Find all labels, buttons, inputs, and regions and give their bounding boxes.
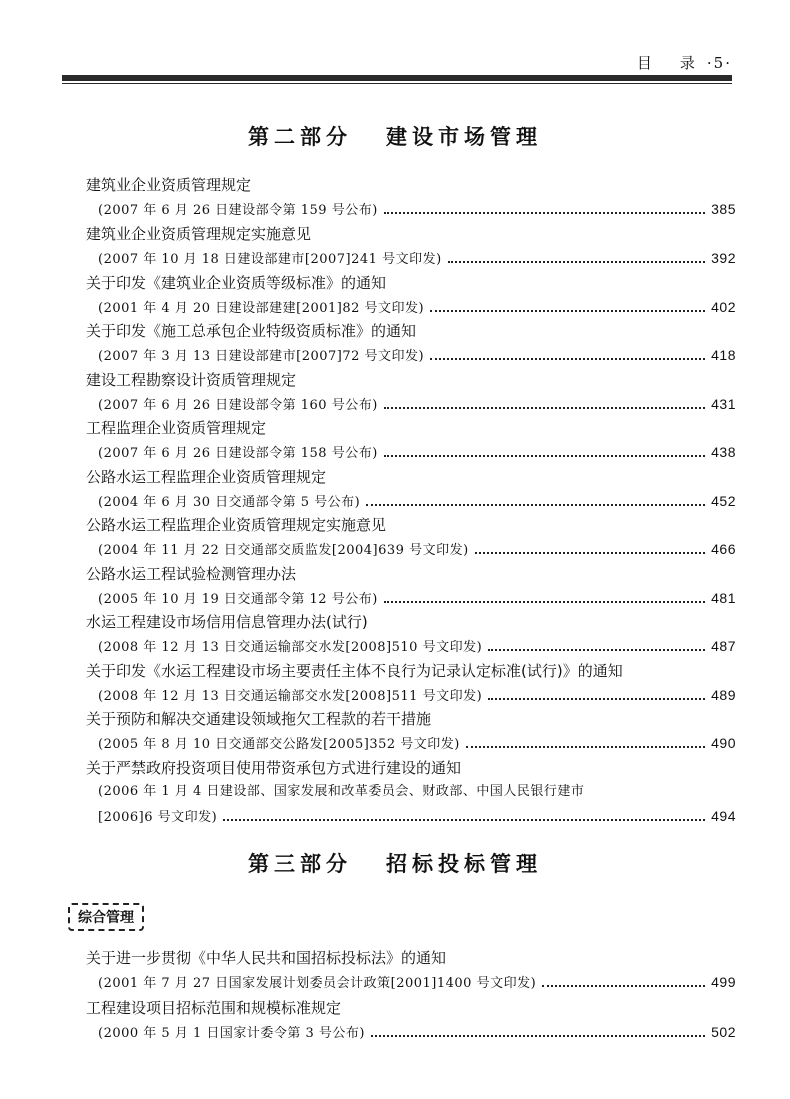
header-section: 目: [636, 54, 654, 72]
entry-source: (2005 年 8 月 10 日交通部交公路发[2005]352 号文印发): [98, 737, 460, 752]
entry-source-line: [98, 491, 736, 513]
entry-title: 建筑业企业资质管理规定实施意见: [86, 225, 312, 243]
entry-title: 公路水运工程试验检测管理办法: [86, 565, 297, 583]
entry-source: (2007 年 10 月 18 日建设部建市[2007]241 号文印发): [98, 252, 442, 267]
entry-source-line: [98, 733, 736, 755]
leader-dots: [384, 405, 705, 409]
header-rule-thin: [62, 83, 732, 84]
entry-source-line: [98, 442, 736, 464]
entry-source: (2004 年 11 月 22 日交通部交质监发[2004]639 号文印发): [98, 543, 469, 558]
part-2-number: 第二部分: [248, 125, 352, 149]
entry-source-line: [98, 248, 736, 270]
entry-page: 402: [711, 299, 736, 315]
part-3-number: 第三部分: [248, 852, 352, 876]
page-header: [62, 52, 732, 70]
entry-source: (2007 年 3 月 13 日建设部建市[2007]72 号文印发): [98, 349, 425, 364]
entry-source: (2006 年 1 月 4 日建设部、国家发展和改革委员会、财政部、中国人民银行建市: [98, 784, 585, 799]
entry-source-cont: [2006]6 号文印发): [98, 810, 218, 825]
leader-dots: [448, 259, 705, 263]
entry-title: 关于严禁政府投资项目使用带资承包方式进行建设的通知: [86, 759, 462, 777]
entry-page: 481: [711, 590, 736, 606]
entry-title: 水运工程建设市场信用信息管理办法(试行): [86, 613, 368, 631]
entry-page: 452: [711, 493, 736, 509]
entry-title: 建设工程勘察设计资质管理规定: [86, 371, 297, 389]
entry-source: (2001 年 4 月 20 日建设部建建[2001]82 号文印发): [98, 301, 425, 316]
entry-source: (2000 年 5 月 1 日国家计委令第 3 号公布): [98, 1026, 365, 1041]
entry-page: 466: [711, 541, 736, 557]
entry-source-line: [98, 636, 736, 658]
entry-title: 关于印发《建筑业企业资质等级标准》的通知: [86, 274, 387, 292]
leader-dots: [366, 502, 705, 506]
entry-source-line: [98, 806, 736, 828]
entry-source: (2007 年 6 月 26 日建设部令第 159 号公布): [98, 203, 378, 218]
leader-dots: [542, 983, 705, 987]
entry-source: (2005 年 10 月 19 日交通部令第 12 号公布): [98, 592, 378, 607]
entry-title: 公路水运工程监理企业资质管理规定: [86, 468, 327, 486]
entry-source-line: [98, 199, 736, 221]
entry-title: 工程监理企业资质管理规定: [86, 419, 267, 437]
entry-page: 385: [711, 201, 736, 217]
header-section-2: 录: [679, 54, 697, 72]
entry-page: 392: [711, 250, 736, 266]
leader-dots: [430, 308, 705, 312]
entry-source: (2007 年 6 月 26 日建设部令第 160 号公布): [98, 398, 378, 413]
entry-page: 502: [711, 1024, 736, 1040]
entry-source-line: [98, 1022, 736, 1044]
leader-dots: [384, 599, 705, 603]
entry-page: 431: [711, 396, 736, 412]
entry-title: 关于进一步贯彻《中华人民共和国招标投标法》的通知: [86, 949, 447, 967]
entry-page: 418: [711, 347, 736, 363]
leader-dots: [488, 696, 705, 700]
leader-dots: [475, 550, 705, 554]
entry-source-line: [98, 345, 736, 367]
entry-source: (2001 年 7 月 27 日国家发展计划委员会计政策[2001]1400 号文印发): [98, 976, 537, 991]
entry-page: 494: [711, 808, 736, 824]
leader-dots: [430, 356, 705, 360]
section-label-box: 综合管理: [68, 903, 144, 931]
part-3-title: 招标投标管理: [386, 852, 542, 876]
entry-source: (2008 年 12 月 13 日交通运输部交水发[2008]511 号文印发): [98, 689, 483, 704]
leader-dots: [384, 210, 705, 214]
leader-dots: [488, 647, 705, 651]
entry-page: 490: [711, 735, 736, 751]
entry-title: 公路水运工程监理企业资质管理规定实施意见: [86, 516, 387, 534]
entry-source-line: [98, 539, 736, 561]
entry-title: 关于预防和解决交通建设领域拖欠工程款的若干措施: [86, 710, 432, 728]
entry-source-line: [98, 297, 736, 319]
entry-page: 489: [711, 687, 736, 703]
part-2-title: 建设市场管理: [386, 125, 542, 149]
entry-source-line: [98, 685, 736, 707]
part-2-heading: [0, 121, 790, 151]
leader-dots: [466, 744, 705, 748]
entry-page: 487: [711, 638, 736, 654]
entry-source: (2004 年 6 月 30 日交通部令第 5 号公布): [98, 495, 361, 510]
entry-page: 438: [711, 444, 736, 460]
page-number: ·5·: [706, 54, 732, 72]
entry-title: 关于印发《水运工程建设市场主要责任主体不良行为记录认定标准(试行)》的通知: [86, 662, 623, 680]
entry-page: 499: [711, 974, 736, 990]
entry-title: 关于印发《施工总承包企业特级资质标准》的通知: [86, 322, 417, 340]
entry-title: 工程建设项目招标范围和规模标准规定: [86, 999, 342, 1017]
entry-source-line: [98, 394, 736, 416]
leader-dots: [371, 1033, 705, 1037]
header-rule-thick: [62, 75, 732, 81]
leader-dots: [384, 453, 705, 457]
part-3-heading: [0, 848, 790, 878]
entry-source: (2008 年 12 月 13 日交通运输部交水发[2008]510 号文印发): [98, 640, 483, 655]
leader-dots: [223, 817, 705, 821]
entry-source-line: [98, 972, 736, 994]
entry-source: (2007 年 6 月 26 日建设部令第 158 号公布): [98, 446, 378, 461]
entry-title: 建筑业企业资质管理规定: [86, 176, 252, 194]
entry-source-line: [98, 588, 736, 610]
